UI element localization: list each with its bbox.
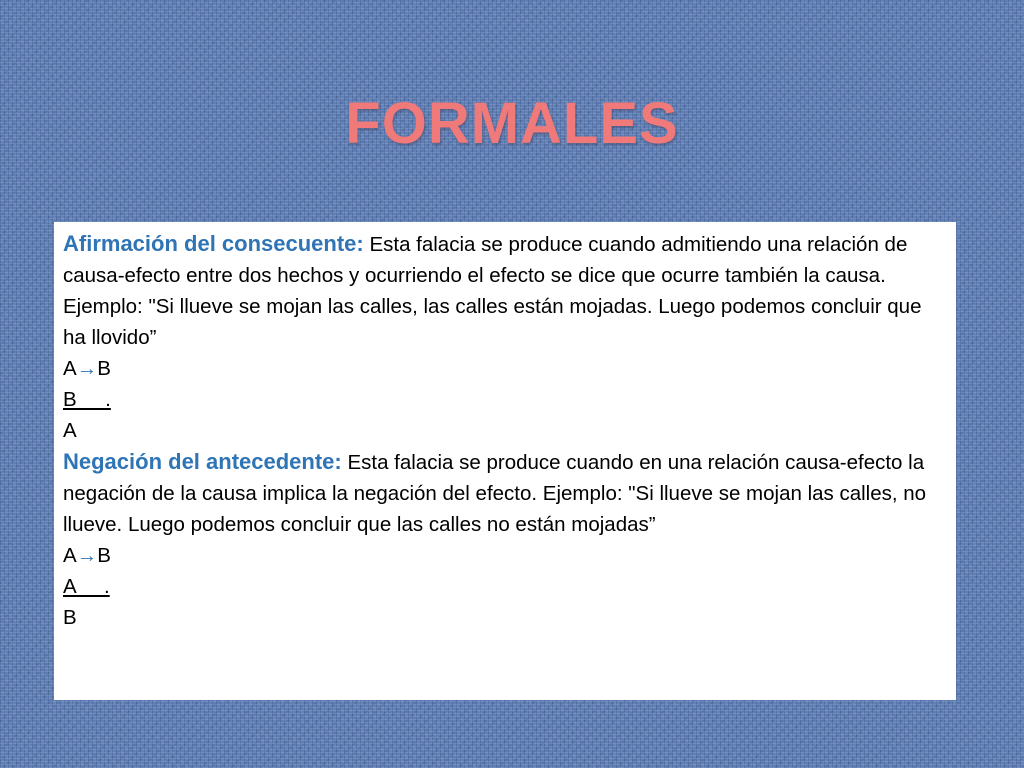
content-box: [54, 222, 956, 700]
premise-second-text: B .: [63, 388, 111, 411]
definition-denying-antecedent: [63, 446, 946, 540]
conclusion: A: [63, 419, 77, 442]
premise-conditional: [63, 353, 946, 384]
definition-text: Esta falacia se produce cuando admitiendo una relación de causa-efecto entre dos hechos y ocurriendo el efecto se dice que ocurre también la causa. Ejemplo: "Si llueve se mojan las calles, las calles están mojadas. Luego podemos concluir que ha llovido”: [63, 233, 922, 349]
premise-consequent: B: [97, 544, 111, 567]
slide-title: FORMALES: [345, 91, 679, 156]
premise-consequent: B: [97, 357, 111, 380]
definition-affirming-consequent: [63, 228, 946, 353]
premise-antecedent: A: [63, 544, 77, 567]
arrow-icon: →: [76, 357, 98, 380]
definition-text: Esta falacia se produce cuando en una relación causa-efecto la negación de la causa implica la negación del efecto. Ejemplo: "Si llueve se mojan las calles, no llueve. Luego podemos concluir que las calles no están mojadas”: [63, 451, 927, 536]
term-affirming-consequent: Afirmación del consecuente:: [63, 231, 364, 256]
term-denying-antecedent: Negación del antecedente:: [63, 449, 342, 474]
premise-second: [63, 384, 946, 415]
arrow-icon: →: [76, 544, 98, 567]
premise-second: [63, 571, 946, 602]
premise-antecedent: A: [63, 357, 77, 380]
premise-second-text: A .: [63, 575, 110, 598]
conclusion: B: [63, 606, 77, 629]
premise-conditional: [63, 540, 946, 571]
